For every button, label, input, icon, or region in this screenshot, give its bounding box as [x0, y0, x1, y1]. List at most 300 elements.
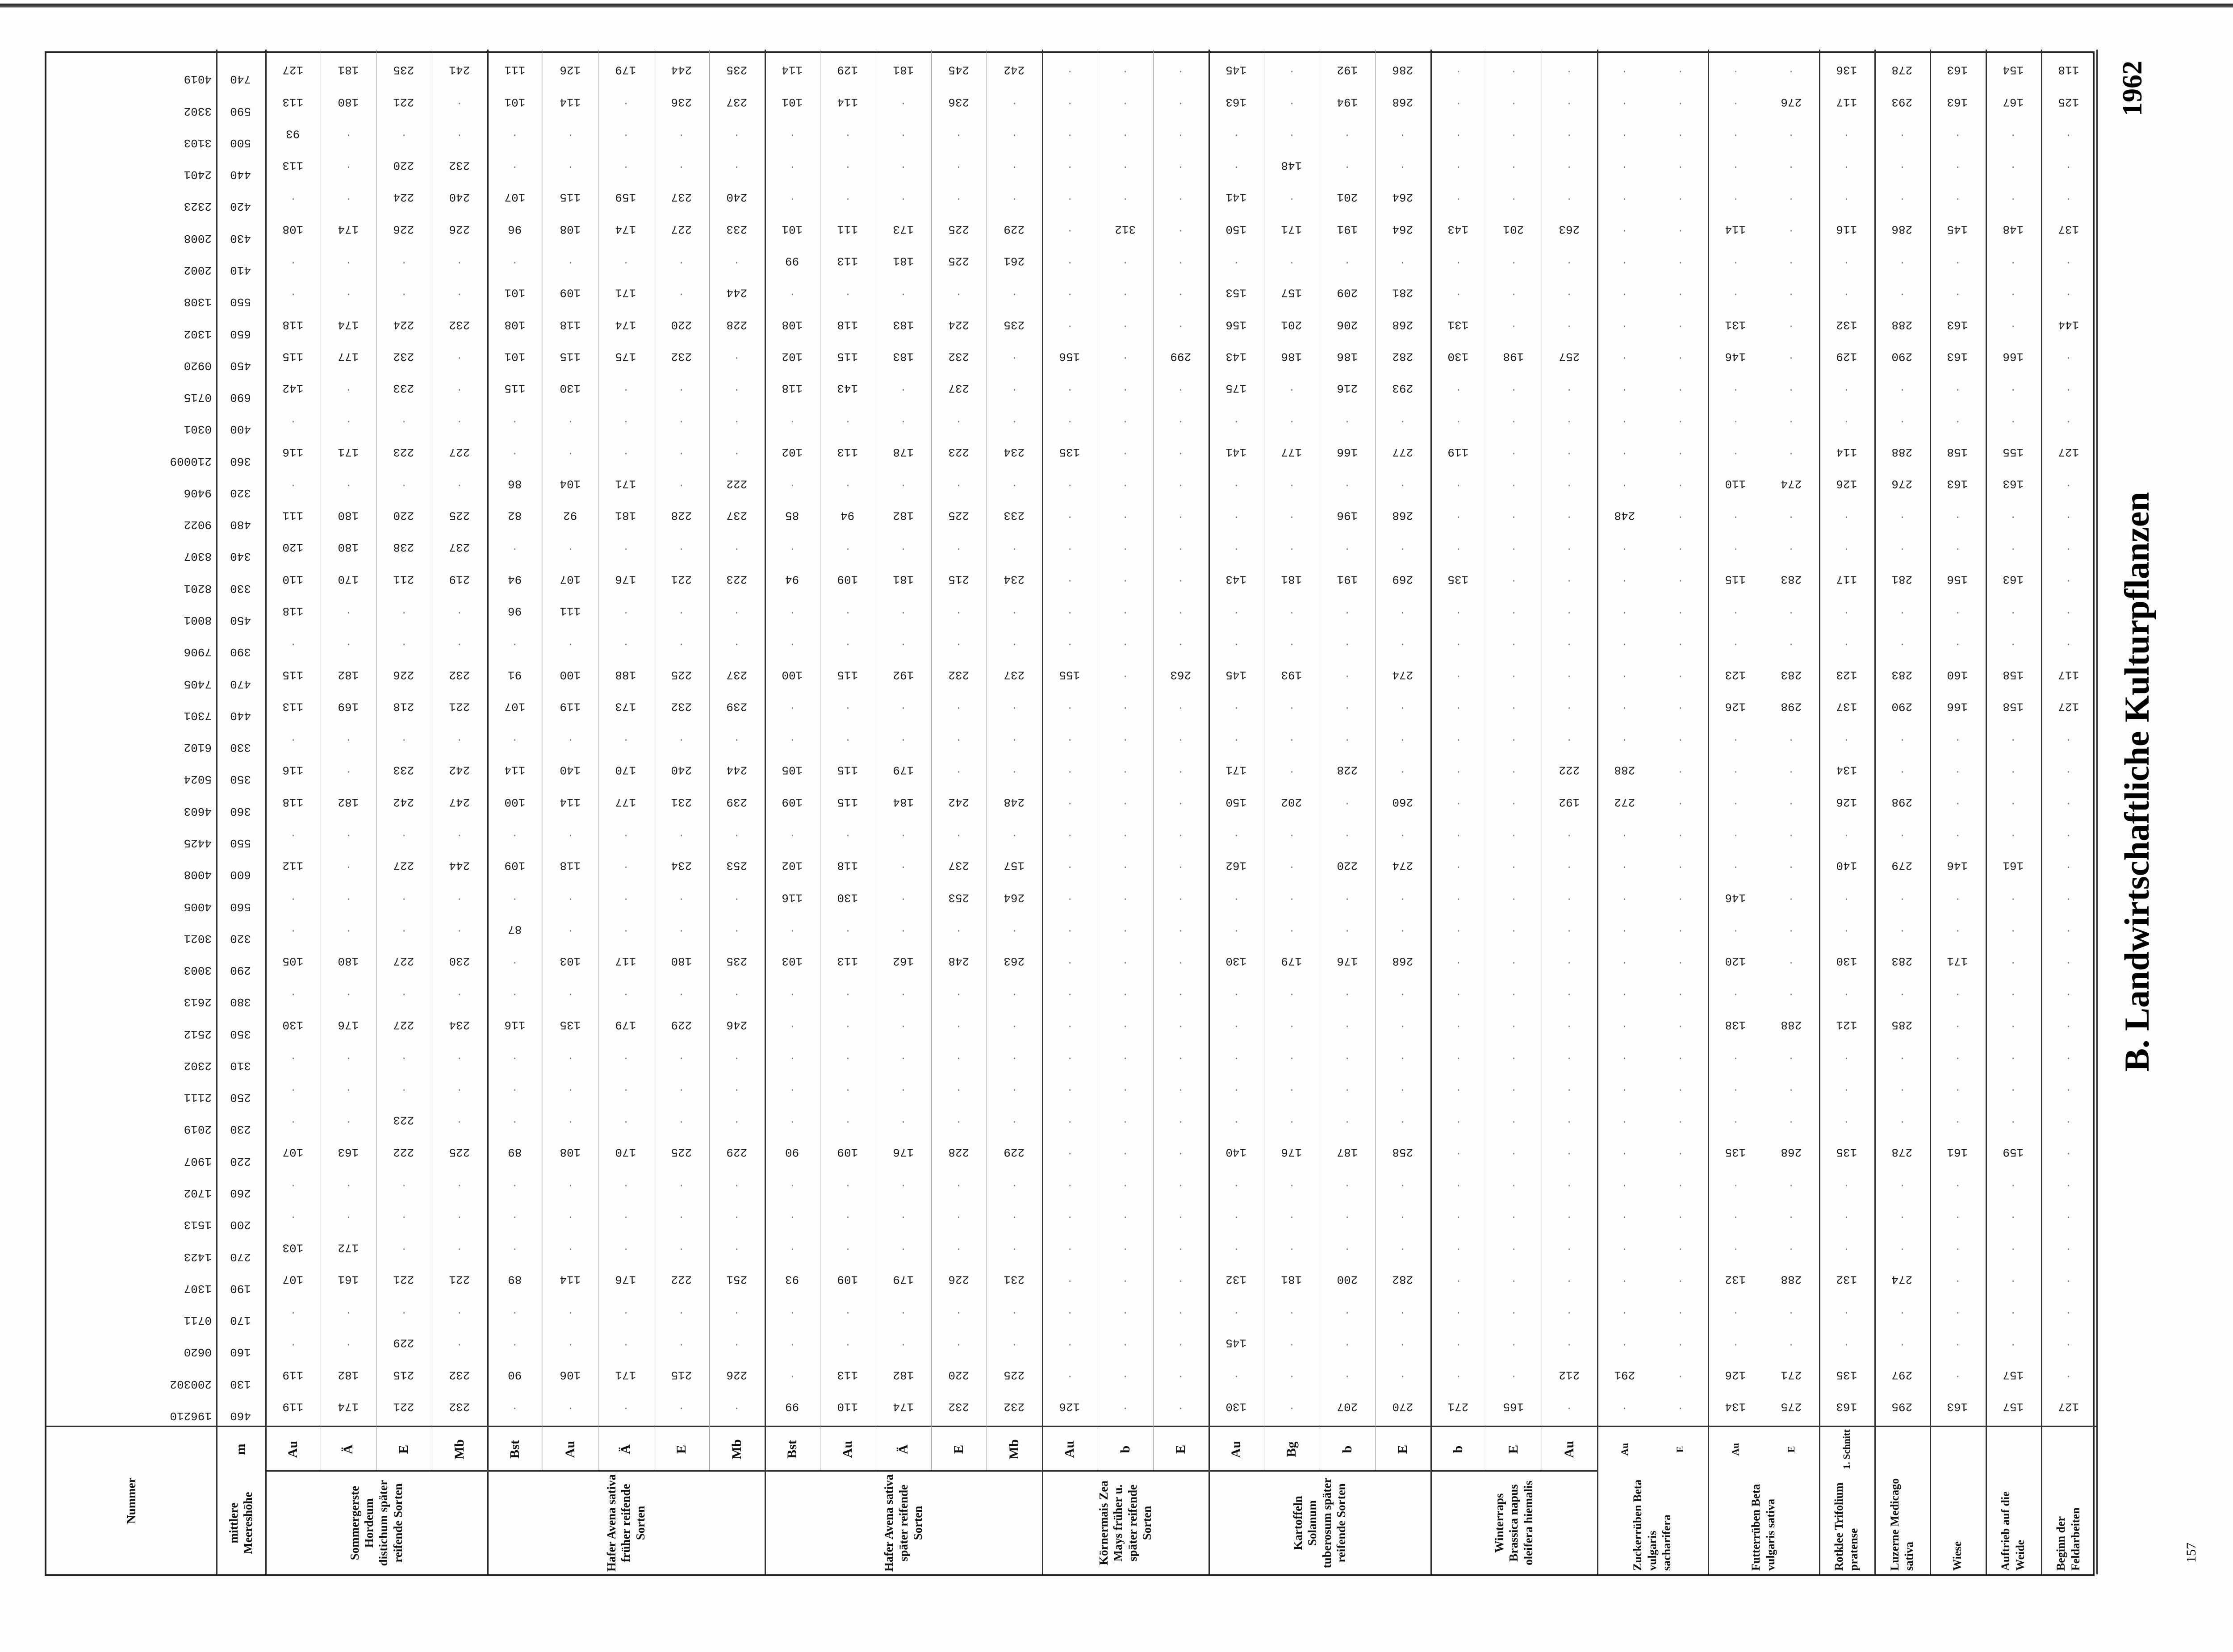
table-cell-empty: .	[678, 1242, 685, 1253]
table-cell: 176	[893, 1145, 914, 1159]
group-divider	[1874, 50, 1876, 1574]
table-cell: 222	[726, 477, 748, 491]
table-row-id: 3003	[184, 964, 212, 977]
table-cell-empty: .	[789, 1114, 795, 1126]
table-cell-hoehe: 460	[230, 1409, 251, 1423]
table-cell: 112	[282, 859, 304, 872]
table-cell: 159	[2003, 1145, 2024, 1159]
table-cell: 180	[338, 509, 359, 522]
table-cell: 288	[1891, 445, 1913, 459]
table-cell-hoehe: 740	[230, 72, 251, 86]
table-cell-empty: .	[1510, 1178, 1517, 1189]
table-cell: 119	[560, 700, 581, 713]
table-cell-empty: .	[1178, 733, 1184, 744]
table-cell: 275	[1781, 1400, 1802, 1414]
sub-column-header: Au	[1062, 1440, 1077, 1458]
table-cell-empty: .	[1400, 1178, 1406, 1189]
table-cell: 117	[1836, 572, 1857, 586]
table-cell-empty: .	[1677, 96, 1683, 108]
table-cell-empty: .	[678, 159, 685, 171]
sub-column-header: b	[1117, 1445, 1133, 1453]
table-cell-empty: .	[1677, 1369, 1683, 1381]
table-cell-empty: .	[1954, 1019, 1961, 1030]
table-cell: 118	[560, 859, 581, 872]
table-cell-empty: .	[1510, 1273, 1517, 1285]
table-cell-empty: .	[1510, 382, 1517, 394]
table-cell: 145	[1225, 1336, 1247, 1350]
table-cell-empty: .	[456, 605, 463, 617]
table-cell: 297	[1891, 1368, 1913, 1382]
table-cell-empty: .	[456, 1210, 463, 1222]
table-cell-empty: .	[512, 1051, 518, 1062]
table-cell-empty: .	[1288, 1051, 1295, 1062]
table-cell-hoehe: 450	[230, 359, 251, 372]
table-cell: 140	[1225, 1145, 1247, 1159]
table-cell-hoehe: 380	[230, 995, 251, 1009]
table-cell-empty: .	[1344, 1114, 1351, 1126]
table-cell: 121	[1836, 1018, 1857, 1032]
table-cell-empty: .	[1677, 319, 1683, 330]
table-cell-empty: .	[1178, 637, 1184, 649]
table-cell-empty: .	[1455, 159, 1461, 171]
table-cell-empty: .	[734, 382, 740, 394]
table-cell-empty: .	[1455, 955, 1461, 967]
table-cell-hoehe: 500	[230, 136, 251, 150]
table-cell-empty: .	[1732, 1114, 1739, 1126]
table-cell-empty: .	[2066, 1178, 2072, 1189]
table-cell-empty: .	[1400, 159, 1406, 171]
table-cell-empty: .	[1566, 414, 1572, 426]
table-cell: 182	[893, 1368, 914, 1382]
table-cell: 143	[1225, 350, 1247, 363]
table-cell-empty: .	[2066, 1146, 2072, 1158]
table-cell: 246	[726, 1018, 748, 1032]
table-cell-empty: .	[1455, 987, 1461, 999]
table-cell: 228	[726, 317, 748, 331]
table-cell-empty: .	[1233, 1369, 1239, 1381]
table-cell-empty: .	[678, 128, 685, 139]
table-cell-empty: .	[1899, 1337, 1905, 1349]
table-cell: 114	[504, 763, 526, 777]
table-cell-empty: .	[1844, 733, 1850, 744]
table-cell-empty: .	[401, 1306, 407, 1317]
table-cell-empty: .	[512, 1401, 518, 1412]
table-cell-empty: .	[1677, 159, 1683, 171]
table-cell-empty: .	[1622, 1051, 1628, 1062]
table-cell-empty: .	[1344, 828, 1351, 839]
table-cell-empty: .	[567, 414, 573, 426]
table-cell: 220	[393, 509, 415, 522]
table-cell-empty: .	[1455, 1178, 1461, 1189]
table-cell-empty: .	[1400, 1019, 1406, 1030]
table-cell: 232	[948, 350, 970, 363]
table-cell-empty: .	[956, 1178, 962, 1189]
table-cell-empty: .	[623, 1083, 629, 1094]
table-cell-empty: .	[1732, 828, 1739, 839]
table-cell-empty: .	[2010, 1242, 2016, 1253]
table-cell: 227	[449, 445, 470, 459]
table-cell-empty: .	[1899, 287, 1905, 299]
table-cell: 225	[948, 509, 970, 522]
table-cell-empty: .	[1122, 796, 1129, 808]
table-cell-hoehe: 410	[230, 263, 251, 277]
table-cell: 225	[449, 509, 470, 522]
table-cell: 283	[1891, 667, 1913, 681]
table-cell-empty: .	[1455, 1146, 1461, 1158]
table-cell-empty: .	[1732, 1306, 1739, 1317]
table-cell: 103	[560, 954, 581, 968]
table-cell-empty: .	[1178, 510, 1184, 521]
table-row-id: 196210	[170, 1409, 212, 1423]
table-cell-empty: .	[789, 605, 795, 617]
table-cell-empty: .	[845, 192, 851, 203]
table-cell-empty: .	[1122, 955, 1129, 967]
table-cell-empty: .	[1066, 319, 1073, 330]
table-cell: 126	[560, 63, 581, 77]
table-cell: 240	[726, 190, 748, 204]
table-cell: 237	[726, 667, 748, 681]
table-cell-empty: .	[1066, 192, 1073, 203]
table-cell-empty: .	[623, 923, 629, 935]
table-cell-hoehe: 220	[230, 1154, 251, 1168]
table-cell-empty: .	[512, 542, 518, 553]
table-cell-empty: .	[345, 128, 351, 139]
table-cell-hoehe: 320	[230, 486, 251, 500]
table-cell-empty: .	[1233, 1306, 1239, 1317]
table-cell: 102	[782, 859, 803, 872]
table-cell-empty: .	[1400, 478, 1406, 489]
table-cell-empty: .	[1178, 1083, 1184, 1094]
table-cell: 163	[1225, 95, 1247, 108]
table-cell: 161	[2003, 859, 2024, 872]
table-cell-empty: .	[1954, 1337, 1961, 1349]
table-cell-empty: .	[845, 1114, 851, 1126]
table-cell: 274	[1392, 667, 1413, 681]
table-cell-empty: .	[567, 637, 573, 649]
table-cell: 263	[1559, 222, 1580, 236]
table-cell-empty: .	[678, 1337, 685, 1349]
table-cell-empty: .	[1344, 478, 1351, 489]
table-cell-empty: .	[678, 414, 685, 426]
table-cell: 107	[282, 1145, 304, 1159]
table-cell-empty: .	[1677, 1401, 1683, 1412]
table-cell-empty: .	[345, 605, 351, 617]
table-row-id: 2002	[184, 263, 212, 277]
table-cell-empty: .	[401, 414, 407, 426]
table-cell-empty: .	[1788, 764, 1794, 776]
table-cell-empty: .	[1510, 955, 1517, 967]
sub-column-header: E	[396, 1445, 411, 1454]
table-cell: 113	[837, 254, 858, 268]
table-cell-empty: .	[1344, 414, 1351, 426]
table-row-id: 2401	[184, 168, 212, 182]
table-cell: 163	[338, 1145, 359, 1159]
table-cell: 215	[671, 1368, 692, 1382]
table-cell-empty: .	[1344, 1019, 1351, 1030]
table-cell: 115	[837, 763, 858, 777]
table-cell-empty: .	[734, 1401, 740, 1412]
table-cell-empty: .	[956, 1210, 962, 1222]
table-cell-empty: .	[1066, 1019, 1073, 1030]
table-cell-empty: .	[1788, 1306, 1794, 1317]
table-cell-empty: .	[290, 892, 296, 903]
table-cell-empty: .	[1732, 159, 1739, 171]
sub-header-line	[265, 1470, 1597, 1472]
table-cell-empty: .	[956, 605, 962, 617]
table-cell: 181	[893, 254, 914, 268]
table-cell: 286	[1891, 222, 1913, 236]
table-cell: 221	[449, 1272, 470, 1286]
table-cell: 299	[1170, 350, 1192, 363]
table-cell-empty: .	[678, 382, 685, 394]
table-cell: 96	[508, 222, 522, 236]
table-cell-empty: .	[1622, 446, 1628, 458]
table-row-id: 0620	[184, 1345, 212, 1359]
table-cell-empty: .	[956, 128, 962, 139]
table-cell-empty: .	[1732, 510, 1739, 521]
table-cell-empty: .	[1066, 128, 1073, 139]
table-cell-empty: .	[1455, 1019, 1461, 1030]
sub-column-line	[1153, 50, 1154, 1472]
table-cell-empty: .	[734, 542, 740, 553]
table-cell-empty: .	[678, 1210, 685, 1222]
table-cell-empty: .	[1122, 987, 1129, 999]
table-cell-empty: .	[1400, 764, 1406, 776]
table-cell-empty: .	[1732, 287, 1739, 299]
table-cell: 271	[1781, 1368, 1802, 1382]
table-cell-empty: .	[678, 1114, 685, 1126]
table-cell-empty: .	[567, 159, 573, 171]
table-cell: 87	[508, 922, 522, 936]
table-cell-empty: .	[1066, 1178, 1073, 1189]
table-cell-empty: .	[1844, 128, 1850, 139]
table-cell: 119	[1447, 445, 1469, 459]
table-cell-empty: .	[567, 1051, 573, 1062]
table-cell-empty: .	[2066, 764, 2072, 776]
table-cell-empty: .	[1622, 573, 1628, 585]
table-cell-empty: .	[1233, 414, 1239, 426]
table-cell-empty: .	[401, 637, 407, 649]
table-cell-empty: .	[2066, 1369, 2072, 1381]
table-cell-empty: .	[1011, 414, 1017, 426]
table-cell-empty: .	[1510, 1114, 1517, 1126]
table-cell-empty: .	[1566, 1019, 1572, 1030]
table-cell: 141	[1225, 445, 1247, 459]
table-cell: 120	[282, 540, 304, 554]
table-cell-empty: .	[1066, 796, 1073, 808]
table-cell-empty: .	[1122, 1146, 1129, 1158]
table-cell-empty: .	[1344, 796, 1351, 808]
table-cell-empty: .	[290, 1210, 296, 1222]
table-cell-empty: .	[1178, 382, 1184, 394]
table-cell-empty: .	[1510, 701, 1517, 712]
table-cell: 109	[837, 1145, 858, 1159]
table-cell-empty: .	[956, 1083, 962, 1094]
table-cell: 226	[726, 1368, 748, 1382]
table-cell: 131	[1447, 317, 1469, 331]
table-cell-empty: .	[734, 1242, 740, 1253]
table-cell-empty: .	[1622, 828, 1628, 839]
table-cell-empty: .	[956, 637, 962, 649]
table-cell-empty: .	[2066, 1083, 2072, 1094]
table-cell: 118	[560, 317, 581, 331]
table-cell: 181	[338, 63, 359, 77]
table-cell-empty: .	[900, 159, 907, 171]
table-cell-empty: .	[1455, 892, 1461, 903]
table-cell-empty: .	[1178, 828, 1184, 839]
table-cell-empty: .	[1344, 605, 1351, 617]
table-cell: 235	[1004, 317, 1025, 331]
table-cell: 202	[1281, 795, 1302, 809]
table-cell-empty: .	[678, 637, 685, 649]
table-cell: 163	[1947, 317, 1968, 331]
table-cell-empty: .	[1899, 128, 1905, 139]
table-cell: 248	[1614, 509, 1635, 522]
table-cell: 115	[282, 667, 304, 681]
group-divider	[1819, 50, 1820, 1574]
table-cell-empty: .	[1677, 923, 1683, 935]
table-cell-empty: .	[1844, 1306, 1850, 1317]
table-cell: 216	[1337, 381, 1358, 395]
sub-column-header: Mb	[452, 1439, 467, 1460]
table-cell-empty: .	[512, 1242, 518, 1253]
table-cell-empty: .	[1066, 1337, 1073, 1349]
table-cell-empty: .	[345, 923, 351, 935]
table-cell-empty: .	[845, 1051, 851, 1062]
table-cell: 107	[504, 190, 526, 204]
table-cell-empty: .	[1122, 510, 1129, 521]
table-cell-empty: .	[1455, 1369, 1461, 1381]
table-cell-empty: .	[1400, 255, 1406, 267]
table-cell-empty: .	[678, 287, 685, 299]
table-cell-empty: .	[623, 96, 629, 108]
table-cell: 94	[508, 572, 522, 586]
table-cell-empty: .	[1732, 542, 1739, 553]
table-cell: 176	[338, 1018, 359, 1032]
table-cell-hoehe: 550	[230, 836, 251, 850]
table-cell-empty: .	[623, 828, 629, 839]
table-cell: 288	[1781, 1272, 1802, 1286]
table-cell-empty: .	[1954, 192, 1961, 203]
table-cell: 242	[1004, 63, 1025, 77]
table-cell-empty: .	[290, 287, 296, 299]
table-cell-empty: .	[1622, 1083, 1628, 1094]
table-cell-empty: .	[1455, 542, 1461, 553]
sub-column-header: E	[1674, 1446, 1686, 1453]
table-cell-empty: .	[2010, 1178, 2016, 1189]
table-cell: 181	[1281, 572, 1302, 586]
table-cell-empty: .	[1455, 860, 1461, 872]
table-cell-empty: .	[1510, 573, 1517, 585]
table-cell-empty: .	[1122, 1273, 1129, 1285]
table-cell-empty: .	[2066, 510, 2072, 521]
table-cell-empty: .	[290, 923, 296, 935]
table-cell: 108	[560, 1145, 581, 1159]
table-cell-empty: .	[290, 255, 296, 267]
table-cell: 279	[1891, 859, 1913, 872]
table-cell-empty: .	[401, 287, 407, 299]
table-cell: 236	[948, 95, 970, 108]
table-cell-empty: .	[1899, 382, 1905, 394]
table-cell-empty: .	[2066, 892, 2072, 903]
table-cell-empty: .	[623, 892, 629, 903]
table-cell-empty: .	[1788, 1178, 1794, 1189]
table-cell-empty: .	[623, 1210, 629, 1222]
table-cell: 232	[948, 667, 970, 681]
crop-header: Rotklee Trifolium pratense	[1832, 1482, 1860, 1571]
table-cell-empty: .	[1288, 382, 1295, 394]
table-cell-hoehe: 470	[230, 677, 251, 691]
table-cell: 109	[837, 1272, 858, 1286]
table-row-id: 5024	[184, 772, 212, 786]
table-cell: 173	[893, 222, 914, 236]
table-cell-empty: .	[1288, 892, 1295, 903]
sub-column-header: E	[1395, 1445, 1410, 1454]
table-cell-empty: .	[1122, 319, 1129, 330]
table-cell: 228	[948, 1145, 970, 1159]
table-cell-empty: .	[2010, 382, 2016, 394]
table-cell: 115	[837, 350, 858, 363]
table-row-id: 8001	[184, 613, 212, 627]
table-cell-empty: .	[1622, 733, 1628, 744]
table-cell-empty: .	[1400, 987, 1406, 999]
table-cell-empty: .	[1510, 287, 1517, 299]
table-cell-empty: .	[1622, 1178, 1628, 1189]
table-cell-empty: .	[1844, 1337, 1850, 1349]
table-cell: 94	[785, 572, 799, 586]
table-cell: 182	[338, 795, 359, 809]
table-cell-hoehe: 450	[230, 613, 251, 627]
table-cell-empty: .	[567, 892, 573, 903]
table-cell: 108	[560, 222, 581, 236]
table-cell-empty: .	[1566, 1083, 1572, 1094]
table-cell-empty: .	[845, 128, 851, 139]
table-cell: 126	[1725, 1368, 1746, 1382]
table-cell-empty: .	[1011, 96, 1017, 108]
table-cell-empty: .	[1622, 542, 1628, 553]
crop-header: Wiese	[1951, 1541, 1964, 1571]
table-cell: 174	[338, 1400, 359, 1414]
table-cell-empty: .	[1178, 1273, 1184, 1285]
table-cell-empty: .	[1677, 573, 1683, 585]
table-cell: 288	[1781, 1018, 1802, 1032]
table-cell-empty: .	[900, 1306, 907, 1317]
table-cell-empty: .	[1622, 1306, 1628, 1317]
crop-header: Futterrüben Beta vulgaris sativa	[1749, 1484, 1777, 1571]
table-cell-empty: .	[1400, 1114, 1406, 1126]
table-cell-empty: .	[1233, 255, 1239, 267]
table-cell-empty: .	[456, 382, 463, 394]
table-cell-empty: .	[1066, 1051, 1073, 1062]
table-cell-empty: .	[1011, 1019, 1017, 1030]
table-row-id: 0711	[184, 1314, 212, 1327]
table-cell-empty: .	[290, 1178, 296, 1189]
table-cell-empty: .	[1066, 733, 1073, 744]
table-cell: 206	[1337, 317, 1358, 331]
table-cell: 229	[393, 1336, 415, 1350]
table-cell-empty: .	[2010, 1019, 2016, 1030]
table-cell-empty: .	[512, 637, 518, 649]
table-cell: 101	[504, 350, 526, 363]
table-cell-empty: .	[1178, 64, 1184, 76]
table-cell-empty: .	[1677, 1178, 1683, 1189]
table-cell-empty: .	[1122, 255, 1129, 267]
table-cell-empty: .	[2010, 255, 2016, 267]
table-cell: 158	[2003, 700, 2024, 713]
table-cell-empty: .	[1677, 605, 1683, 617]
table-cell-hoehe: 480	[230, 518, 251, 532]
table-cell: 225	[1004, 1368, 1025, 1382]
